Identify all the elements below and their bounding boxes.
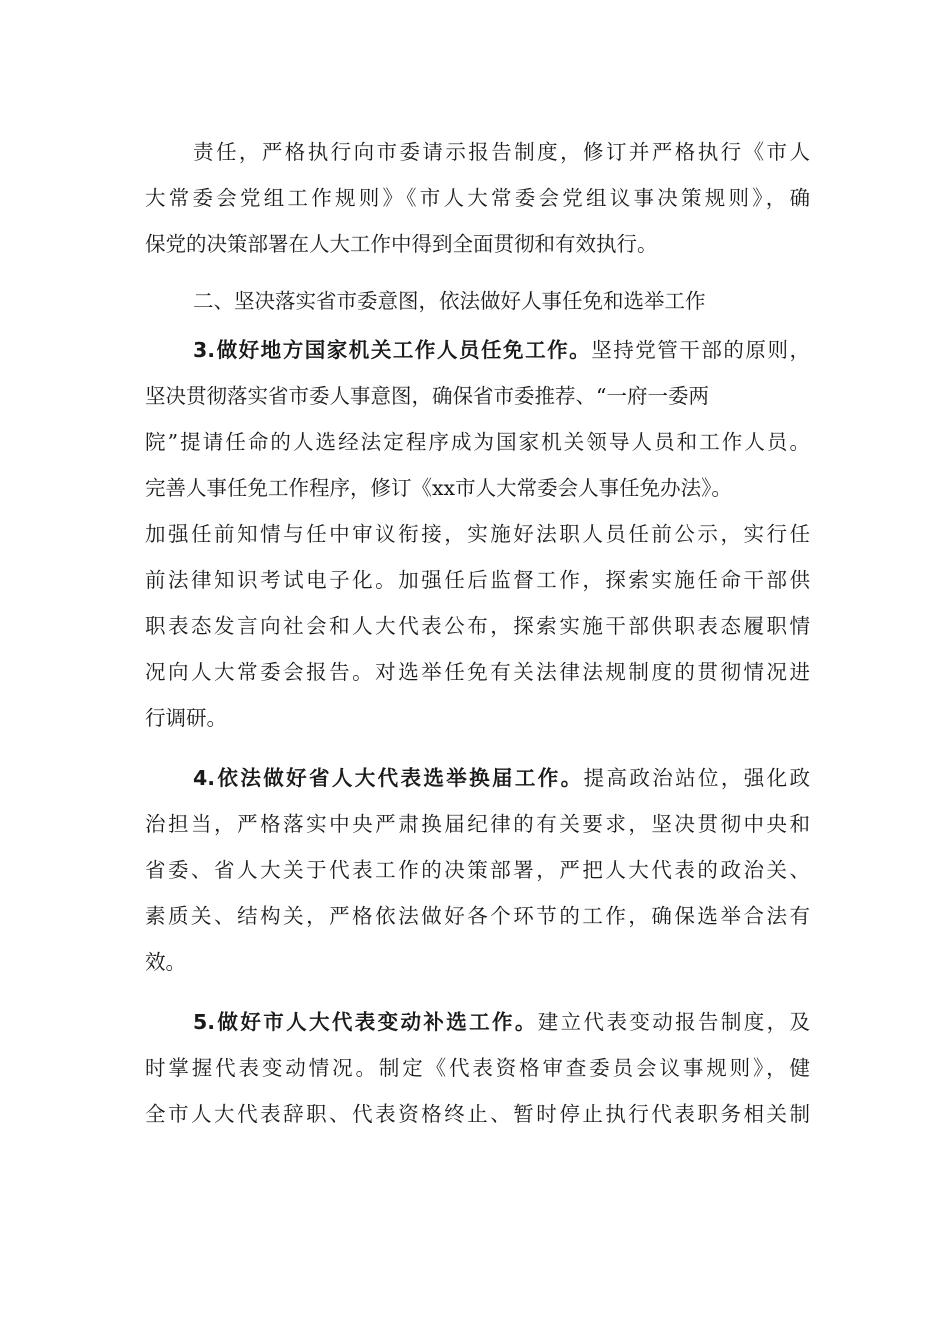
text-line: 职表态发言向社会和人大代表公布，探索实施干部供职表态履职情 — [145, 614, 810, 638]
paragraph-3-lead: 坚持党管干部的原则， — [591, 338, 810, 362]
paragraph-5-lead: 建立代表变动报告制度，及 — [537, 1010, 810, 1034]
paragraph-3-title: 3.做好地方国家机关工作人员任免工作。 — [193, 338, 592, 362]
text-line: 时掌握代表变动情况。制定《代表资格审查委员会议事规则》，健 — [145, 1056, 810, 1080]
paragraph-3-first-line — [193, 330, 810, 370]
text-line: 况向人大常委会报告。对选举任免有关法律法规制度的贯彻情况进 — [145, 660, 810, 684]
text-line: 坚决贯彻落实省市委人事意图，确保省市委推荐、“一府一委两 — [145, 384, 709, 408]
text-line: 全市人大代表辞职、代表资格终止、暂时停止执行代表职务相关制 — [145, 1102, 810, 1126]
text-line: 行调研。 — [145, 706, 227, 730]
text-line: 大常委会党组工作规则》《市人大常委会党组议事决策规则》，确 — [145, 186, 810, 210]
paragraph-5-first-line — [193, 1002, 810, 1042]
text-line: 保党的决策部署在人大工作中得到全面贯彻和有效执行。 — [145, 232, 658, 256]
paragraph-4-lead: 提高政治站位，强化政 — [583, 766, 810, 790]
paragraph-4-first-line — [193, 758, 810, 798]
paragraph-5-title: 5.做好市人大代表变动补选工作。 — [193, 1010, 538, 1034]
text-line: 素质关、结构关，严格依法做好各个环节的工作，确保选举合法有 — [145, 904, 810, 928]
text-line: 完善人事任免工作程序，修订《xx市人大常委会人事任免办法》。 — [145, 476, 732, 500]
section-heading: 二、坚决落实省市委意图，依法做好人事任免和选举工作 — [193, 289, 706, 313]
text-line: 加强任前知情与任中审议衔接，实施好法职人员任前公示，实行任 — [145, 522, 810, 546]
text-line: 院”提请任命的人选经法定程序成为国家机关领导人员和工作人员。 — [145, 430, 810, 454]
paragraph-4-title: 4.依法做好省人大代表选举换届工作。 — [193, 766, 584, 790]
text-line: 效。 — [145, 950, 186, 974]
text-line: 省委、省人大关于代表工作的决策部署，严把人大代表的政治关、 — [145, 858, 810, 882]
text-line: 治担当，严格落实中央严肃换届纪律的有关要求，坚决贯彻中央和 — [145, 812, 810, 836]
text-line: 前法律知识考试电子化。加强任后监督工作，探索实施任命干部供 — [145, 568, 810, 592]
text-line: 责任，严格执行向市委请示报告制度，修订并严格执行《市人 — [193, 140, 810, 164]
